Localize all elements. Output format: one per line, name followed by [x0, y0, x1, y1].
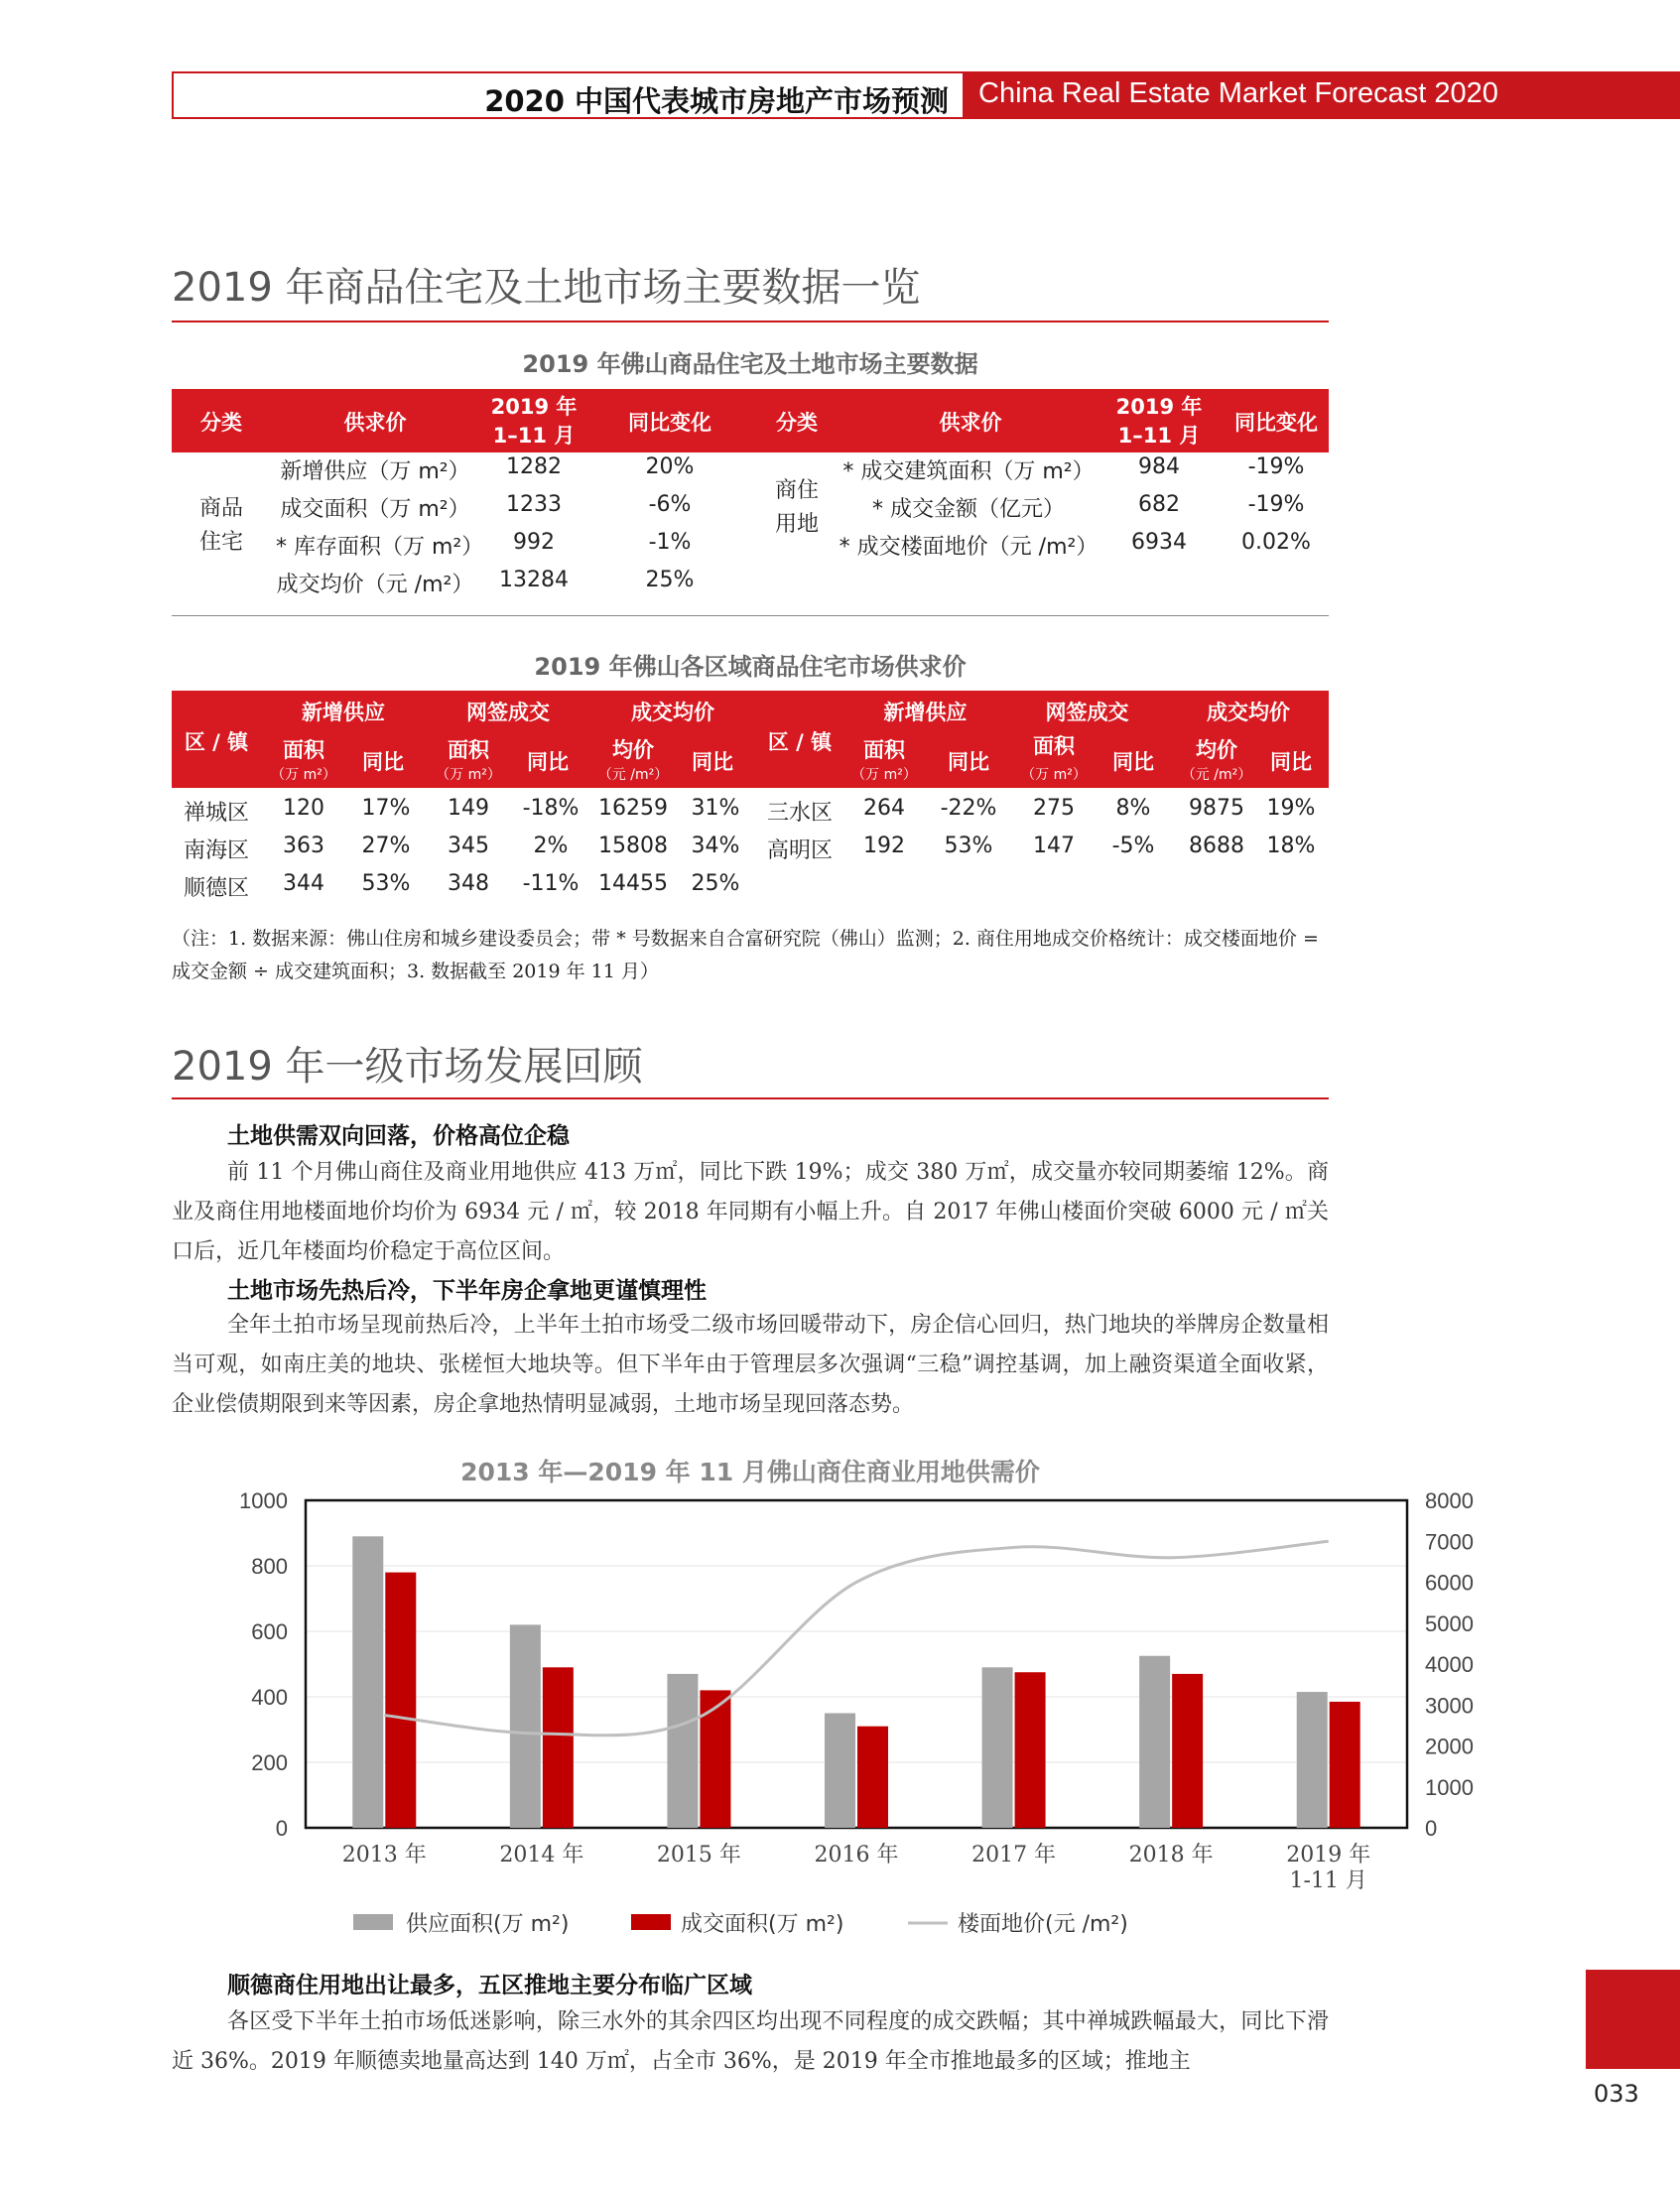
t1-h-category-left: 分类	[200, 411, 242, 435]
header-title-en-box	[965, 71, 1680, 119]
t2-cell: 18%	[1266, 834, 1316, 858]
paragraph-2	[172, 1306, 1329, 1425]
t2-h-yoy: 同比	[362, 750, 404, 774]
t2-h-new-supply-left: 新增供应	[302, 701, 385, 724]
section1-rule	[172, 321, 1329, 322]
chart-bar-deal	[1172, 1674, 1203, 1828]
chart-right-tick: 0	[1425, 1816, 1438, 1841]
chart-x-tick: 2018 年	[1128, 1843, 1214, 1867]
chart-left-tick: 1000	[239, 1488, 288, 1513]
t2-cell: 14455	[598, 871, 668, 896]
header-title-en: China Real Estate Market Forecast 2020	[978, 77, 1498, 109]
chart-left-tick: 800	[251, 1554, 288, 1579]
t1-left-value: 1282	[506, 454, 562, 479]
legend-swatch-deal	[631, 1914, 671, 1930]
t1-right-value: 6934	[1131, 530, 1187, 555]
chart-bar-supply	[352, 1536, 383, 1828]
t2-h-new-supply-right: 新增供应	[883, 701, 968, 724]
t2-h-area: 面积	[863, 738, 905, 762]
t2-h-area-unit: （万 m²）	[851, 767, 917, 783]
chart-bar-deal	[857, 1727, 888, 1828]
t2-cell: 275	[1033, 796, 1075, 821]
t2-cell: 27%	[361, 834, 411, 858]
t1-h-yoy-left: 同比变化	[628, 411, 711, 435]
t2-cell: 345	[448, 834, 489, 858]
t1-h-period-left: 2019 年 1–11 月	[490, 395, 578, 448]
t1-left-yoy: -6%	[648, 492, 692, 517]
t1-left-item: 新增供应（万 m²）	[280, 459, 470, 484]
chart-right-tick: 4000	[1425, 1652, 1474, 1677]
chart-bar-supply	[825, 1714, 855, 1829]
t1-left-yoy: -1%	[648, 530, 692, 555]
t1-right-category: 商住 用地	[774, 478, 819, 537]
t1-left-item: * 库存面积（万 m²）	[276, 535, 484, 560]
t2-h-yoy: 同比	[527, 750, 569, 774]
table1-header	[172, 389, 1329, 452]
chart-right-tick: 8000	[1425, 1488, 1474, 1513]
t1-right-item: * 成交建筑面积（万 m²）	[842, 459, 1095, 484]
chart-x-tick: 2014 年	[499, 1843, 584, 1867]
t2-h-area-unit: （万 m²）	[436, 767, 501, 783]
t2-h-yoy: 同比	[1112, 750, 1154, 774]
t2-cell: 149	[448, 796, 489, 821]
chart-bar-supply	[1297, 1692, 1328, 1828]
section2-title: 2019 年一级市场发展回顾	[172, 1044, 643, 1090]
chart-left-tick: 200	[251, 1750, 288, 1775]
t2-h-yoy: 同比	[1270, 750, 1312, 774]
t2-cell: 17%	[361, 796, 411, 821]
page-number: 033	[1594, 2080, 1639, 2108]
t2-cell: -18%	[522, 796, 580, 821]
t1-right-yoy: 0.02%	[1241, 530, 1311, 555]
t1-h-category-right: 分类	[776, 411, 818, 435]
t2-district-cell: 禅城区	[183, 801, 249, 826]
t2-cell: 15808	[598, 834, 668, 858]
chart-bar-deal	[543, 1667, 574, 1828]
t2-h-area: 面积	[283, 738, 324, 762]
t2-h-area-unit: （万 m²）	[1021, 767, 1087, 783]
t2-district-cell: 南海区	[183, 838, 249, 863]
chart-right-tick: 1000	[1425, 1774, 1474, 1800]
chart-bar-supply	[510, 1624, 541, 1828]
t1-right-item: * 成交楼面地价（元 /m²）	[839, 535, 1098, 560]
paragraph-1	[172, 1153, 1329, 1272]
chart-bar-supply	[982, 1667, 1013, 1828]
chart-bar-supply	[1139, 1656, 1170, 1828]
t2-cell: 16259	[598, 796, 668, 821]
t2-cell: 344	[283, 871, 324, 896]
chart-bar-deal	[700, 1690, 730, 1828]
t1-right-value: 984	[1138, 454, 1180, 479]
table2-header	[172, 691, 1329, 788]
chart-x-tick: 2016 年	[814, 1843, 899, 1867]
chart-right-tick: 2000	[1425, 1734, 1474, 1759]
t2-cell: 53%	[944, 834, 993, 858]
page-header	[172, 71, 1680, 121]
legend-label-deal: 成交面积(万 m²)	[681, 1912, 844, 1937]
t2-district-cell: 顺德区	[183, 876, 249, 901]
subheading-1: 土地供需双向回落，价格高位企稳	[227, 1123, 570, 1149]
legend-label-land-price: 楼面地价(元 /m²)	[958, 1912, 1128, 1937]
t2-h-district-left: 区 / 镇	[184, 730, 249, 754]
chart-right-tick: 7000	[1425, 1529, 1474, 1555]
t2-h-signed-left: 网签成交	[466, 701, 550, 724]
chart-left-tick: 600	[251, 1619, 288, 1644]
subheading-3: 顺德商住用地出让最多，五区推地主要分布临广区域	[227, 1973, 752, 1998]
chart-right-tick: 5000	[1425, 1610, 1474, 1636]
t2-h-price: 均价	[612, 738, 654, 762]
chart-left-tick: 400	[251, 1685, 288, 1710]
t2-district-cell: 高明区	[766, 838, 833, 863]
chart-x-tick: 2017 年	[971, 1843, 1057, 1867]
t2-cell: 19%	[1266, 796, 1316, 821]
paragraph-3-text: 各区受下半年土拍市场低迷影响，除三水外的其余四区均出现不同程度的成交跌幅；其中禅城跌幅最大，同比下滑近 36%。2019 年顺德卖地量高达到 140 万㎡，占全市 36%，是 2019 年全市推地最多的区域；推地主	[172, 2009, 1329, 2074]
t2-h-area: 面积	[1033, 734, 1075, 758]
chart-svg	[172, 1488, 1474, 1955]
chart-bar-deal	[385, 1573, 416, 1828]
t2-cell: 34%	[691, 834, 740, 858]
t1-right-value: 682	[1138, 492, 1180, 517]
t2-cell: -11%	[522, 871, 580, 896]
t1-h-item-right: 供求价	[939, 411, 1002, 435]
chart-left-tick: 0	[275, 1816, 288, 1841]
t1-h-item-left: 供求价	[343, 411, 407, 435]
chart-bar-deal	[1015, 1672, 1046, 1828]
t2-cell: 8%	[1115, 796, 1151, 821]
chart-x-tick: 2015 年	[656, 1843, 741, 1867]
t1-left-value: 13284	[499, 568, 569, 592]
t1-right-yoy: -19%	[1247, 492, 1305, 517]
t2-h-signed-right: 网签成交	[1045, 701, 1129, 724]
t2-cell: 9875	[1189, 796, 1244, 821]
header-title-cn: 2020 中国代表城市房地产市场预测	[484, 84, 949, 118]
t2-h-price-left: 成交均价	[631, 701, 714, 724]
t2-cell: 53%	[361, 871, 411, 896]
chart-right-tick: 3000	[1425, 1693, 1474, 1719]
t1-left-item: 成交面积（万 m²）	[280, 497, 470, 522]
t2-cell: 120	[283, 796, 324, 821]
chart-x-tick: 2013 年	[341, 1843, 427, 1867]
section1-title: 2019 年商品住宅及土地市场主要数据一览	[172, 265, 921, 311]
t2-cell: 147	[1033, 834, 1075, 858]
page-corner-tab	[1586, 1970, 1680, 2069]
legend-swatch-supply	[353, 1914, 393, 1930]
t2-h-yoy: 同比	[948, 750, 989, 774]
t2-cell: 31%	[691, 796, 740, 821]
t1-h-period-right: 2019 年 1–11 月	[1115, 395, 1203, 448]
t1-left-yoy: 20%	[645, 454, 695, 479]
chart-bar-supply	[667, 1674, 698, 1828]
t2-cell: 25%	[691, 871, 740, 896]
t2-h-area-unit: （万 m²）	[271, 767, 336, 783]
chart-x-tick: 2019 年	[1286, 1843, 1371, 1867]
table1-body	[172, 452, 1329, 615]
t1-h-yoy-right: 同比变化	[1234, 411, 1318, 435]
header-title-cn-box	[172, 71, 965, 119]
table1-bottom-rule	[172, 615, 1329, 616]
t2-h-area: 面积	[448, 738, 489, 762]
chart-x-tick: 1-11 月	[1289, 1868, 1367, 1893]
t2-h-yoy: 同比	[692, 750, 733, 774]
t1-right-item: * 成交金额（亿元）	[872, 497, 1065, 522]
t2-h-price-right: 成交均价	[1207, 701, 1290, 724]
t2-cell: 8688	[1189, 834, 1244, 858]
paragraph-3	[172, 2002, 1329, 2082]
t2-h-district-right: 区 / 镇	[767, 730, 833, 754]
t2-cell: 348	[448, 871, 489, 896]
t1-left-value: 992	[513, 530, 555, 555]
t2-cell: 264	[863, 796, 905, 821]
t2-h-price-unit: （元 /m²）	[597, 767, 669, 783]
t2-h-price-unit: （元 /m²）	[1181, 767, 1252, 783]
t1-left-value: 1233	[506, 492, 562, 517]
paragraph-2-text: 全年土拍市场呈现前热后冷，上半年土拍市场受二级市场回暖带动下，房企信心回归，热门地块的举牌房企数量相当可观，如南庄美的地块、张槎恒大地块等。但下半年由于管理层多次强调“三稳”调控基调，加上融资渠道全面收紧，企业偿债期限到来等因素，房企拿地热情明显减弱，土地市场呈现回落态势。	[172, 1313, 1329, 1417]
t2-cell: 2%	[533, 834, 569, 858]
t1-right-yoy: -19%	[1247, 454, 1305, 479]
t2-h-price: 均价	[1196, 738, 1237, 762]
chart-right-tick: 6000	[1425, 1570, 1474, 1596]
table2-body	[172, 788, 1329, 907]
chart-title: 2013 年—2019 年 11 月佛山商住商业用地供需价	[460, 1458, 1040, 1486]
t2-cell: 192	[863, 834, 905, 858]
table1-title: 2019 年佛山商品住宅及土地市场主要数据	[522, 350, 978, 378]
t1-left-category: 商品 住宅	[198, 496, 243, 555]
legend-label-supply: 供应面积(万 m²)	[406, 1912, 570, 1937]
table-note: （注：1. 数据来源：佛山住房和城乡建设委员会；带 * 号数据来自合富研究院（佛山）监测；2. 商住用地成交价格统计：成交楼面地价 = 成交金额 ÷ 成交建筑面积；3. 数据截至 2019 年 11 月）	[172, 928, 1319, 982]
t2-cell: -22%	[940, 796, 997, 821]
t1-left-item: 成交均价（元 /m²）	[276, 573, 474, 597]
paragraph-1-text: 前 11 个月佛山商住及商业用地供应 413 万㎡，同比下跌 19%；成交 380 万㎡，成交量亦较同期萎缩 12%。商业及商住用地楼面地价均价为 6934 元 / ㎡，较 2018 年同期有小幅上升。自 2017 年佛山楼面价突破 6000 元 / ㎡关口后，近几年楼面均价稳定于高位区间。	[172, 1160, 1329, 1264]
subheading-2: 土地市场先热后冷，下半年房企拿地更谨慎理性	[227, 1278, 707, 1304]
section2-rule	[172, 1097, 1329, 1099]
t2-cell: -5%	[1111, 834, 1155, 858]
t1-left-yoy: 25%	[645, 568, 695, 592]
table2-title: 2019 年佛山各区域商品住宅市场供求价	[534, 653, 967, 681]
chart-bar-deal	[1330, 1702, 1360, 1828]
chart-plot-frame	[306, 1500, 1407, 1828]
t2-district-cell: 三水区	[766, 801, 833, 826]
t2-cell: 363	[283, 834, 324, 858]
